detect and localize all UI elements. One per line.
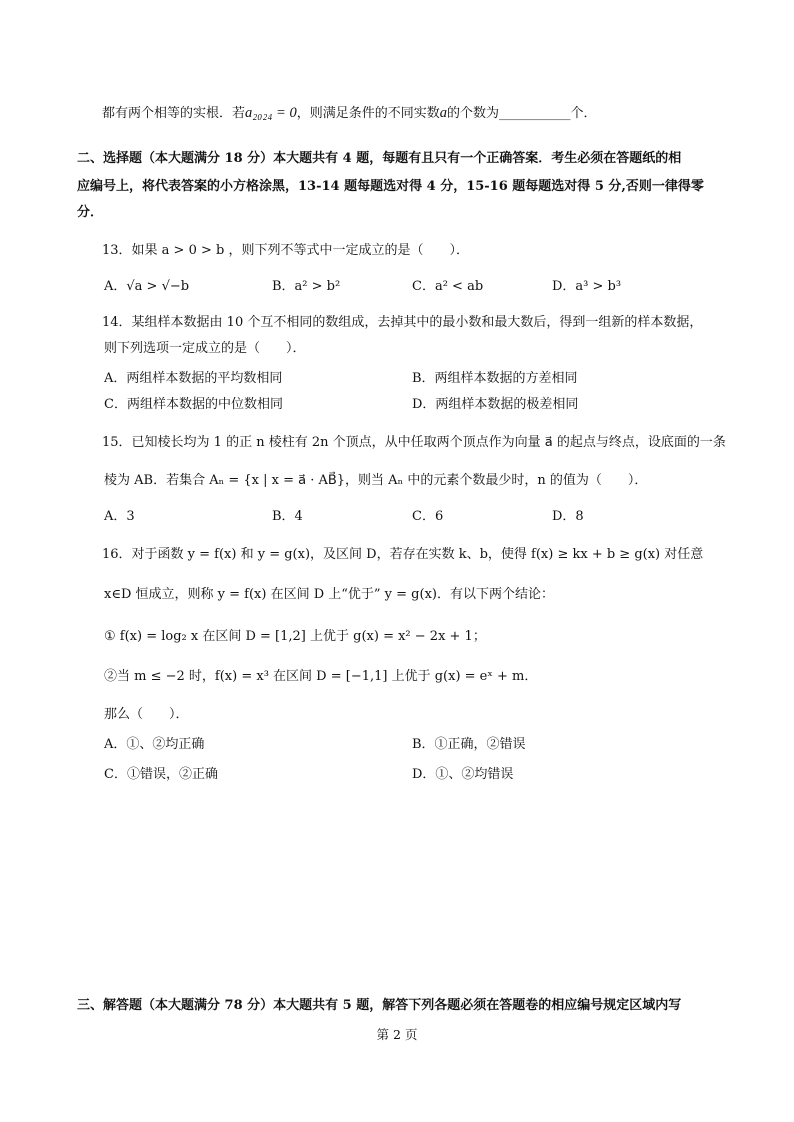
section3-line1: 三、解答题（本大题满分 78 分）本大题共有 5 题，解答下列各题必须在答题卷的相应编号规定区域内写	[77, 998, 682, 1013]
q13-stem: 13．如果 a > 0 > b ，则下列不等式中一定成立的是（ ）．	[102, 243, 469, 258]
q15-option-a: A．3	[104, 509, 135, 524]
q13-option-c: C．a² < ab	[412, 279, 484, 294]
section2-line1: 二、选择题（本大题满分 18 分）本大题共有 4 题，每题有且只有一个正确答案．考生必须在答题纸的相	[77, 151, 682, 166]
q12-text-c: 的个数为	[446, 106, 499, 121]
q16-option-d: D．①、②均错误	[412, 767, 514, 782]
q12-tail-line	[102, 104, 597, 123]
q12-text-b: ，则满足条件的不同实数	[296, 106, 440, 121]
q14-stem-2: 则下列选项一定成立的是（ ）．	[104, 341, 306, 356]
q15-option-b: B．4	[272, 509, 303, 524]
q14-stem-1: 14．某组样本数据由 10 个互不相同的数组成，去掉其中的最小数和最大数后，得到一组新的样本数据，	[102, 315, 703, 330]
q16-conclusion-2: ②当 m ≤ −2 时，f(x) = x³ 在区间 D = [−1,1] 上优于 g(x) = eˣ + m．	[104, 669, 538, 684]
q16-stem-1: 16．对于函数 y = f(x) 和 y = g(x)，及区间 D，若存在实数 k、b，使得 f(x) ≥ kx + b ≥ g(x) 对任意	[102, 547, 704, 562]
q12-var: a	[439, 105, 447, 121]
q15-option-c: C．6	[412, 509, 444, 524]
q16-conclusion-1: ① f(x) = log₂ x 在区间 D = [1,2] 上优于 g(x) = x² − 2x + 1；	[104, 629, 486, 644]
q16-stem-2: x∈D 恒成立，则称 y = f(x) 在区间 D 上“优于” y = g(x)．有以下两个结论：	[104, 587, 554, 602]
q15-stem-2: 棱为 AB．若集合 Aₙ = {x | x = a⃗ · AB⃗}，则当 Aₙ 中的元素个数最少时，n 的值为（ ）．	[104, 473, 648, 488]
section2-line3: 分．	[77, 205, 104, 220]
page-number: 第 2 页	[376, 1027, 418, 1042]
q15-option-d: D．8	[552, 509, 584, 524]
q16-option-c: C．①错误，②正确	[104, 767, 218, 782]
q14-option-d: D．两组样本数据的极差相同	[412, 397, 579, 412]
q13-option-b: B．a² > b²	[272, 279, 341, 294]
q16-ask: 那么（ ）．	[104, 707, 189, 722]
q12-text-a: 都有两个相等的实根．若	[102, 106, 246, 121]
q14-option-b: B．两组样本数据的方差相同	[412, 371, 578, 386]
q16-option-a: A．①、②均正确	[104, 737, 205, 752]
q12-blank: ___________	[499, 106, 571, 121]
q12-condition: a₂₀₂₄ = 0	[245, 105, 297, 121]
q13-option-a: A．√a > √−b	[104, 279, 190, 294]
q16-option-b: B．①正确，②错误	[412, 737, 526, 752]
q13-option-d: D．a³ > b³	[552, 279, 622, 294]
q15-stem-1: 15．已知棱长均为 1 的正 n 棱柱有 2n 个顶点，从中任取两个顶点作为向量 a⃗ 的起点与终点，设底面的一条	[102, 435, 726, 450]
q14-option-a: A．两组样本数据的平均数相同	[104, 371, 283, 386]
q14-option-c: C．两组样本数据的中位数相同	[104, 397, 283, 412]
section2-line2: 应编号上，将代表答案的小方格涂黑，13-14 题每题选对得 4 分，15-16 题每题选对得 5 分,否则一律得零	[77, 179, 704, 194]
q12-text-d: 个．	[570, 106, 597, 121]
